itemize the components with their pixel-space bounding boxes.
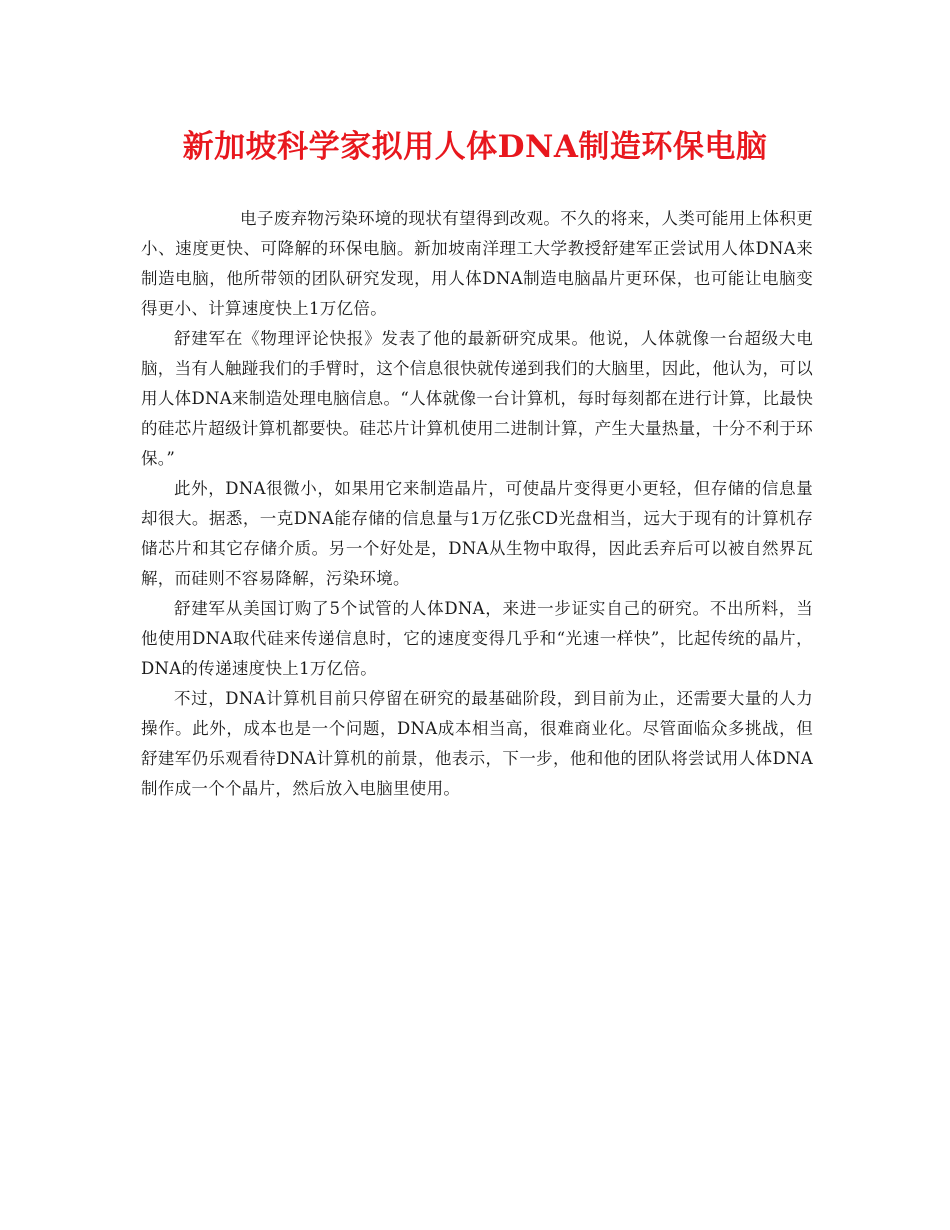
document-body (141, 204, 813, 804)
paragraph-4: 舒建军从美国订购了5个试管的人体DNA，来进一步证实自己的研究。不出所料，当他使用DNA取代硅来传递信息时，它的速度变得几乎和“光速一样快”，比起传统的晶片，DNA的传递速度快上1万亿倍。 (141, 599, 813, 678)
paragraph-5: 不过，DNA计算机目前只停留在研究的最基础阶段，到目前为止，还需要大量的人力操作。此外，成本也是一个问题，DNA成本相当高，很难商业化。尽管面临众多挑战，但舒建军仍乐观看待DNA计算机的前景，他表示，下一步，他和他的团队将尝试用人体DNA制作成一个个晶片，然后放入电脑里使用。 (141, 689, 813, 798)
paragraph-2: 舒建军在《物理评论快报》发表了他的最新研究成果。他说，人体就像一台超级大电脑，当有人触踫我们的手臂时，这个信息很快就传递到我们的大脑里，因此，他认为，可以用人体DNA来制造处理电脑信息。“人体就像一台计算机，每时每刻都在进行计算，比最快的硅芯片超级计算机都要快。硅芯片计算机使用二进制计算，产生大量热量，十分不利于环保。” (141, 329, 813, 468)
paragraph-3: 此外，DNA很微小，如果用它来制造晶片，可使晶片变得更小更轻，但存储的信息量却很大。据悉，一克DNA能存储的信息量与1万亿张CD光盘相当，远大于现有的计算机存储芯片和其它存储介质。另一个好处是，DNA从生物中取得，因此丢弃后可以被自然界瓦解，而硅则不容易降解，污染环境。 (141, 479, 813, 588)
paragraph-1: 电子废弃物污染环境的现状有望得到改观。不久的将来，人类可能用上体积更小、速度更快、可降解的环保电脑。新加坡南洋理工大学教授舒建军正尝试用人体DNA来制造电脑，他所带领的团队研究发现，用人体DNA制造电脑晶片更环保，也可能让电脑变得更小、计算速度快上1万亿倍。 (141, 209, 813, 318)
document-title: 新加坡科学家拟用人体DNA制造环保电脑 (182, 129, 768, 165)
